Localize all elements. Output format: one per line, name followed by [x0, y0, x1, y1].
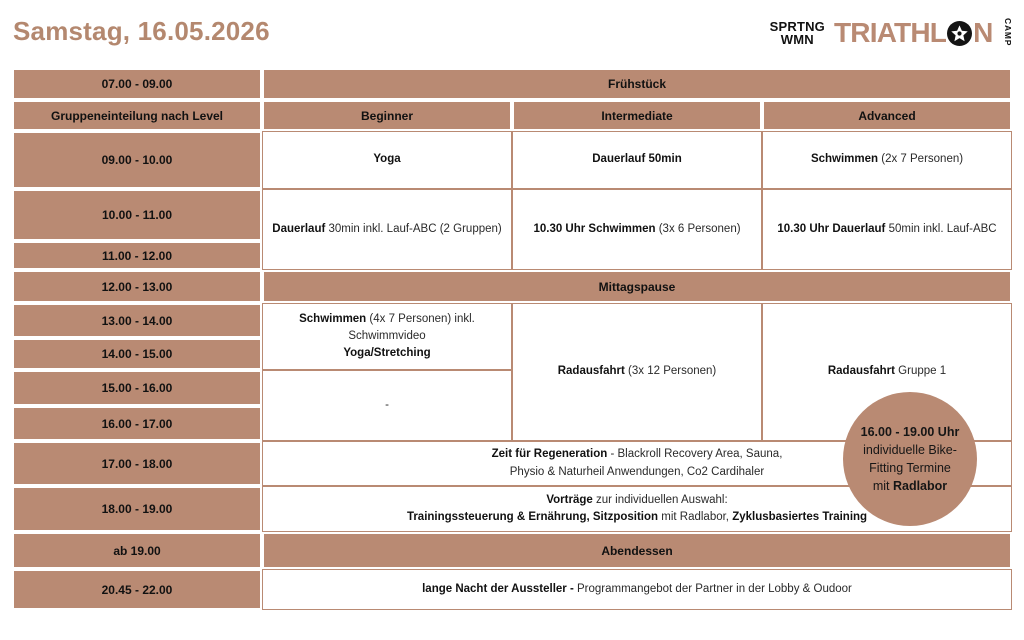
- text-bold: Zyklusbasiertes Training: [732, 511, 868, 523]
- time-cell-0700-0900: [14, 70, 260, 98]
- text: -: [385, 398, 389, 411]
- text: (3x 6 Personen): [655, 222, 741, 235]
- time-cell-1800-1900: [14, 488, 260, 530]
- schedule-table: [12, 68, 1012, 610]
- text-bold: Dauerlauf 50min: [592, 153, 682, 166]
- wordmark-pre: TRIATHL: [834, 17, 947, 48]
- activity-cell-radausfahrt-3x12-text: [558, 363, 717, 380]
- text-bold: 10.00 - 11.00: [101, 208, 173, 222]
- column-header-advanced-text: [858, 109, 915, 123]
- activity-cell-dauerlauf-30min-text: [272, 221, 501, 238]
- time-cell-1700-1800-text: [102, 457, 173, 471]
- column-header-intermediate-text: [601, 109, 672, 123]
- time-cell-1300-1400-text: [102, 314, 173, 328]
- time-cell-2045-2200: [14, 571, 260, 608]
- activity-cell-nacht-der-aussteller-text: [422, 581, 852, 598]
- text: (4x 7 Personen) inkl. Schwimmvideo: [348, 312, 475, 342]
- activity-cell-1030-dauerlauf: [762, 189, 1012, 270]
- column-header-advanced: [764, 102, 1010, 129]
- activity-cell-beginner-free: [262, 370, 512, 441]
- activity-cell-1030-schwimmen: [512, 189, 762, 270]
- time-cell-1600-1700-text: [102, 417, 173, 431]
- text-bold: 16.00 - 17.00: [101, 416, 173, 431]
- text-bold: Schwimmen: [810, 153, 879, 166]
- time-cell-ab-1900: [14, 534, 260, 567]
- time-cell-1400-1500-text: [102, 347, 173, 361]
- activity-cell-yoga: [262, 131, 512, 189]
- time-cell-1200-1300-text: [102, 280, 173, 294]
- text: Gruppe 1: [894, 365, 947, 378]
- activity-cell-regeneration-text: [492, 446, 783, 481]
- text: 50min inkl. Lauf-ABC: [885, 222, 997, 235]
- brand-line-2: WMN: [780, 32, 814, 47]
- meal-cell-abendessen-text: [601, 544, 672, 558]
- meal-cell-abendessen: [264, 534, 1010, 567]
- text-bold: 12.00 - 13.00: [101, 279, 173, 294]
- time-cell-ab-1900-text: [113, 544, 160, 558]
- activity-cell-1030-dauerlauf-text: [777, 221, 996, 238]
- activity-cell-schwimmen-2x7-text: [811, 151, 963, 168]
- activity-cell-1030-schwimmen-text: [533, 221, 740, 238]
- text-bold: Radlabor: [892, 479, 948, 494]
- text-bold: 10.30 Uhr Dauerlauf: [777, 222, 886, 235]
- text-bold: 11.00 - 12.00: [101, 248, 173, 263]
- text-bold: Beginner: [360, 108, 413, 123]
- text-bold: Yoga: [373, 153, 401, 166]
- text: Programmangebot der Partner in der Lobby & Oudoor: [573, 582, 852, 595]
- column-header-beginner-text: [361, 109, 413, 123]
- text-bold: 09.00 - 10.00: [101, 153, 173, 167]
- time-cell-0700-0900-text: [102, 77, 173, 91]
- time-cell-1000-1100-text: [102, 208, 172, 222]
- time-cell-1200-1300: [14, 272, 260, 301]
- time-cell-1300-1400: [14, 305, 260, 336]
- bike-fitting-badge: [843, 392, 977, 526]
- text: Physio & Naturheil Anwendungen, Co2 Cardihaler: [509, 465, 765, 478]
- time-cell-0900-1000: [14, 133, 260, 187]
- level-note-cell-text: [51, 109, 223, 123]
- text-bold: Advanced: [858, 108, 916, 123]
- page-title: Samstag, 16.05.2026: [13, 16, 270, 46]
- text-bold: ab 19.00: [113, 543, 161, 558]
- time-cell-1600-1700: [14, 408, 260, 439]
- text-bold: Frühstück: [607, 77, 666, 91]
- badge-line-4: [873, 477, 947, 495]
- badge-line-2: [863, 441, 957, 459]
- text-bold: 18.00 - 19.00: [101, 502, 173, 516]
- text-bold: 14.00 - 15.00: [101, 347, 173, 361]
- time-cell-1100-1200-text: [102, 249, 172, 263]
- text-bold: 20.45 - 22.00: [101, 582, 173, 597]
- text-bold: Gruppeneinteilung nach Level: [50, 108, 224, 123]
- time-cell-1500-1600-text: [102, 381, 173, 395]
- text-bold: Zeit für Regeneration: [491, 448, 608, 461]
- text-bold: Abendessen: [601, 543, 673, 558]
- time-cell-1700-1800: [14, 443, 260, 484]
- activity-cell-vortraege-text: [407, 492, 867, 527]
- activity-cell-radausfahrt-3x12: [512, 303, 762, 441]
- text-bold: 13.00 - 14.00: [101, 313, 173, 328]
- text-bold: Vorträge: [546, 493, 593, 506]
- text: mit Radlabor,: [658, 511, 733, 523]
- badge-line-1: [861, 423, 960, 441]
- activity-cell-schwimmen-4x7-text: [271, 311, 503, 363]
- activity-cell-beginner-free-text: [385, 397, 389, 414]
- meal-cell-mittagspause: [264, 272, 1010, 301]
- text-bold: Trainingssteuerung & Ernährung, Sitzposition: [406, 511, 659, 523]
- brand-logo: [770, 18, 1012, 48]
- text-bold: Mittagspause: [598, 279, 676, 294]
- text-bold: 15.00 - 16.00: [101, 381, 173, 395]
- text-bold: 17.00 - 18.00: [101, 456, 173, 471]
- time-cell-0900-1000-text: [102, 153, 173, 167]
- text: 30min inkl. Lauf-ABC (2 Gruppen): [325, 222, 502, 235]
- time-cell-1100-1200: [14, 243, 260, 268]
- time-cell-1800-1900-text: [102, 502, 173, 516]
- wordmark-post: N: [973, 17, 993, 48]
- text-bold: Dauerlauf: [272, 222, 326, 235]
- activity-cell-dauerlauf-30min: [262, 189, 512, 270]
- meal-cell-fruehstueck: [264, 70, 1010, 98]
- text-bold: 10.30 Uhr Schwimmen: [533, 222, 656, 235]
- text: individuelle Bike-: [863, 442, 957, 457]
- time-cell-1000-1100: [14, 191, 260, 239]
- text: zur individuellen Auswahl:: [592, 493, 728, 506]
- text-bold: Schwimmen: [299, 312, 367, 325]
- text-bold: Intermediate: [601, 108, 673, 123]
- star-wheel-icon: [947, 21, 972, 46]
- activity-cell-schwimmen-2x7: [762, 131, 1012, 189]
- text-bold: 07.00 - 09.00: [101, 77, 173, 91]
- activity-cell-dauerlauf-50min-text: [592, 151, 681, 168]
- text: - Blackroll Recovery Area, Sauna,: [607, 448, 783, 461]
- text-bold: 16.00 - 19.00 Uhr: [860, 424, 960, 439]
- time-cell-1400-1500: [14, 340, 260, 368]
- camp-label: CAMP: [1003, 18, 1013, 47]
- activity-cell-yoga-text: [373, 151, 400, 168]
- time-cell-2045-2200-text: [102, 583, 173, 597]
- level-note-cell: [14, 102, 260, 129]
- column-header-intermediate: [514, 102, 760, 129]
- brand-name: [770, 20, 825, 47]
- brand-line-1: SPRTNG: [769, 18, 825, 34]
- activity-cell-dauerlauf-50min: [512, 131, 762, 189]
- triathlon-wordmark: [834, 19, 993, 47]
- badge-line-3: [869, 459, 951, 477]
- text: (2x 7 Personen): [878, 153, 964, 166]
- text: Fitting Termine: [869, 461, 951, 475]
- activity-cell-schwimmen-4x7: [262, 303, 512, 370]
- activity-cell-radausfahrt-gruppe1-text: [828, 363, 946, 380]
- text: mit: [872, 479, 893, 494]
- text-bold: Yoga/Stretching: [343, 347, 431, 360]
- column-header-beginner: [264, 102, 510, 129]
- text-bold: Radausfahrt: [557, 365, 625, 378]
- meal-cell-fruehstueck-text: [608, 77, 666, 91]
- text-bold: Radausfahrt: [827, 365, 895, 378]
- activity-cell-nacht-der-aussteller: [262, 569, 1012, 610]
- text: (3x 12 Personen): [624, 365, 717, 378]
- meal-cell-mittagspause-text: [599, 280, 676, 294]
- time-cell-1500-1600: [14, 372, 260, 404]
- text-bold: lange Nacht der Aussteller -: [422, 582, 574, 595]
